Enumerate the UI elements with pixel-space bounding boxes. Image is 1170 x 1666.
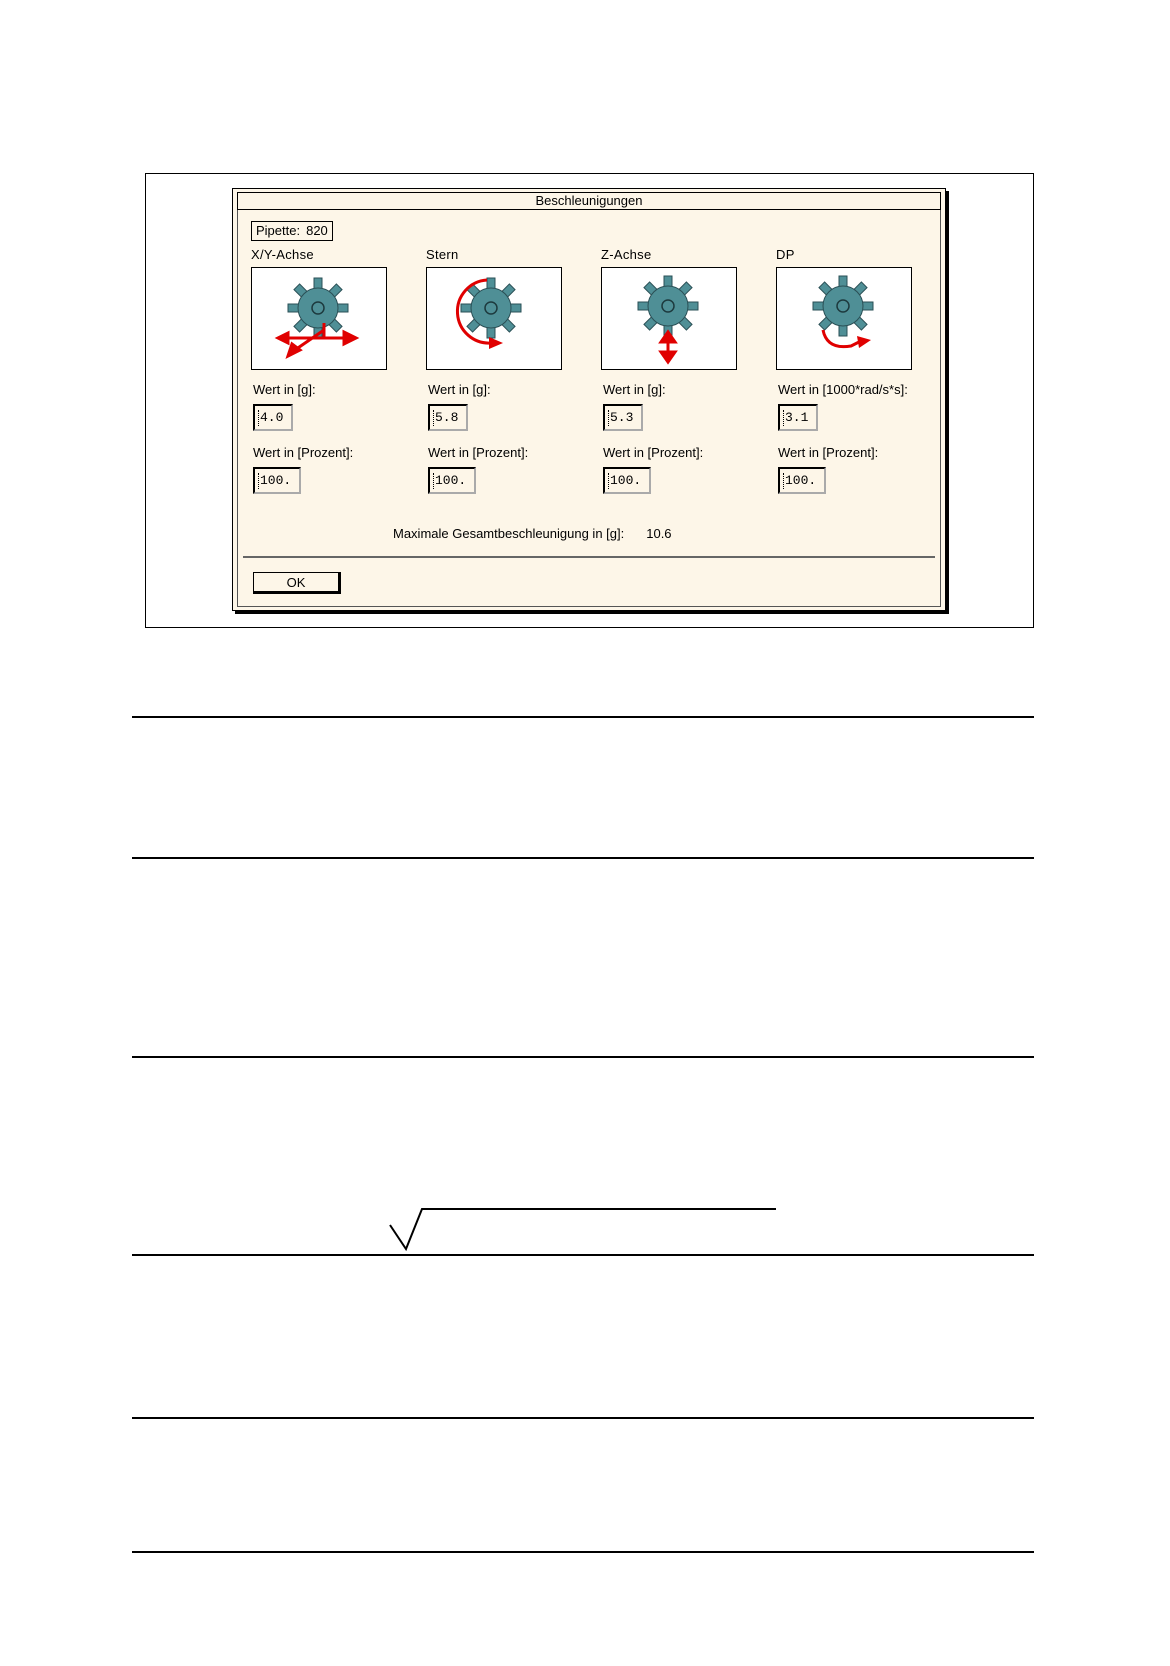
max-acceleration-line (393, 526, 672, 541)
column-dp (776, 245, 936, 494)
max-acceleration-value: 10.6 (646, 526, 672, 541)
percent-label: Wert in [Prozent]: (253, 445, 354, 460)
square-root-icon (388, 1205, 778, 1251)
document-rule (132, 1254, 1034, 1256)
gear-xy-arrows-icon (251, 267, 387, 370)
document-rule (132, 1551, 1034, 1553)
ok-button[interactable]: OK (253, 572, 341, 594)
document-rule (132, 1056, 1034, 1058)
column-xy-achse (251, 245, 411, 494)
document-rule (132, 716, 1034, 718)
beschleunigungen-dialog (232, 188, 946, 611)
percent-label: Wert in [Prozent]: (603, 445, 704, 460)
dialog-title: Beschleunigungen (237, 192, 941, 210)
value-label: Wert in [1000*rad/s*s]: (778, 382, 908, 397)
column-label: Z-Achse (601, 247, 652, 262)
max-acceleration-label: Maximale Gesamtbeschleunigung in [g]: (393, 526, 625, 541)
document-rule (132, 857, 1034, 859)
value-label: Wert in [g]: (603, 382, 666, 397)
xy-percent-input[interactable]: 100. (253, 467, 301, 494)
dp-percent-input[interactable]: 100. (778, 467, 826, 494)
gear-dp-rotation-icon (776, 267, 912, 370)
value-label: Wert in [g]: (428, 382, 491, 397)
value-label: Wert in [g]: (253, 382, 316, 397)
column-label: X/Y-Achse (251, 247, 314, 262)
pipette-label: Pipette: (256, 223, 301, 238)
document-rule (132, 1417, 1034, 1419)
column-label: DP (776, 247, 795, 262)
percent-label: Wert in [Prozent]: (778, 445, 879, 460)
gear-z-arrow-icon (601, 267, 737, 370)
z-percent-input[interactable]: 100. (603, 467, 651, 494)
column-label: Stern (426, 247, 459, 262)
z-value-input[interactable]: 5.3 (603, 404, 643, 431)
separator (243, 556, 935, 558)
stern-percent-input[interactable]: 100. (428, 467, 476, 494)
pipette-box (251, 221, 333, 241)
column-z-achse (601, 245, 761, 494)
stern-value-input[interactable]: 5.8 (428, 404, 468, 431)
pipette-value: 820 (306, 223, 328, 238)
gear-rotation-icon (426, 267, 562, 370)
xy-value-input[interactable]: 4.0 (253, 404, 293, 431)
column-stern (426, 245, 586, 494)
percent-label: Wert in [Prozent]: (428, 445, 529, 460)
dp-value-input[interactable]: 3.1 (778, 404, 818, 431)
